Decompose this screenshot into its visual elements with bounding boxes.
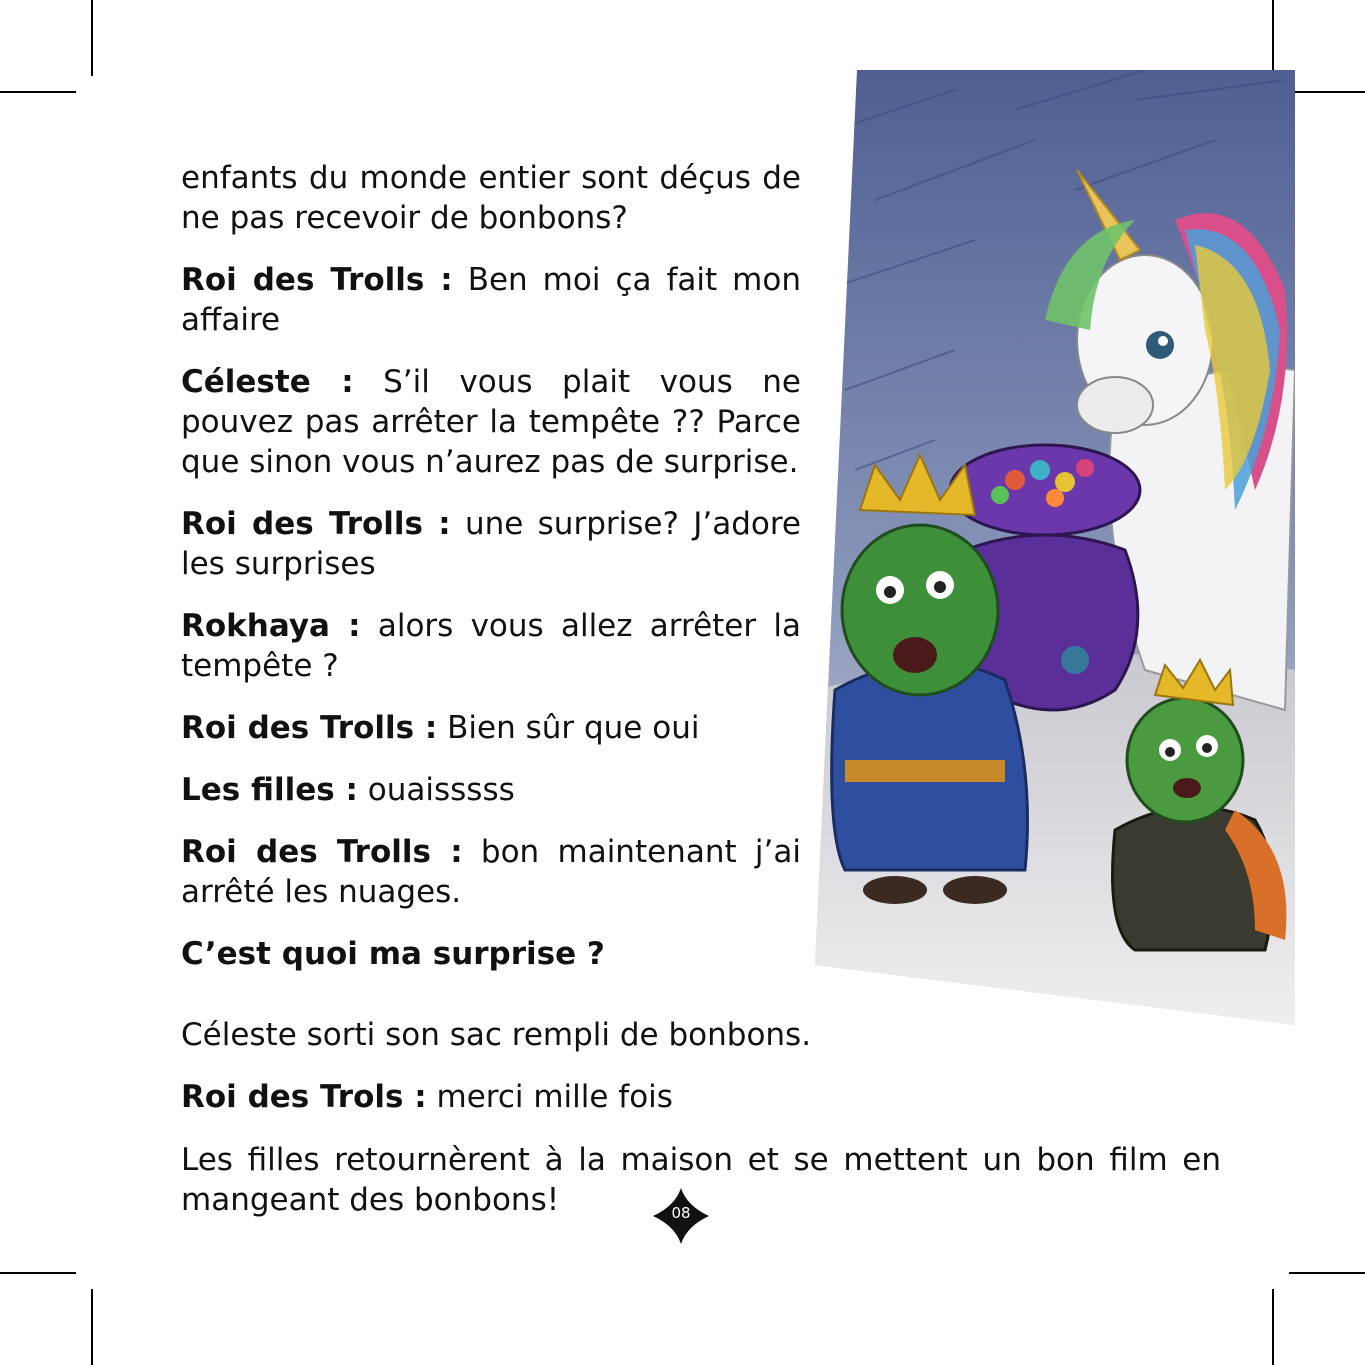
speaker-name: Roi des Trolls : <box>181 506 451 542</box>
crop-mark <box>0 91 76 93</box>
speaker-name: Les filles : <box>181 772 358 808</box>
narration-line: Céleste sorti son sac rempli de bonbons. <box>181 1017 812 1053</box>
surprise-question: C’est quoi ma surprise ? <box>181 936 605 972</box>
dialogue-text: une surprise? J’adore les surprises <box>181 506 801 582</box>
dialogue-text: Bien sûr que oui <box>437 710 700 746</box>
crop-mark <box>0 1272 76 1274</box>
page-number: 08 <box>671 1204 691 1222</box>
dialogue-line <box>181 362 801 482</box>
dialogue-text: merci mille fois <box>426 1079 673 1115</box>
intro-paragraph: enfants du monde entier sont déçus de ne pas recevoir de bonbons? <box>181 160 801 236</box>
ending-paragraph: Les filles retournèrent à la maison et se mettent un bon film en mangeant des bonbons! <box>181 1142 1221 1218</box>
speaker-name: Roi des Trolls : <box>181 710 438 746</box>
dialogue-text: Ben moi ça fait mon affaire <box>181 262 801 338</box>
crop-mark <box>1289 1272 1365 1274</box>
crop-mark <box>91 0 93 76</box>
dialogue-line <box>181 708 801 748</box>
dialogue-line <box>181 770 801 810</box>
dialogue-line <box>181 504 801 584</box>
crop-mark <box>1272 1289 1274 1365</box>
dialogue-text: S’il vous plait vous ne pouvez pas arrêter la tempête ?? Parce que sinon vous n’aurez pas de surprise. <box>181 364 801 480</box>
illustration <box>815 70 1295 1025</box>
dialogue-line <box>181 832 801 912</box>
speaker-name: Roi des Trolls : <box>181 834 463 870</box>
dialogue-text: ouaisssss <box>357 772 515 808</box>
dialogue-text: alors vous allez arrêter la tempête ? <box>181 608 801 684</box>
speaker-name: Roi des Trolls : <box>181 262 453 298</box>
crop-mark <box>1272 0 1274 76</box>
speaker-name: Rokhaya : <box>181 608 361 644</box>
speaker-name: Roi des Trols : <box>181 1079 427 1115</box>
dialogue-text: bon maintenant j’ai arrêté les nuages. <box>181 834 802 910</box>
speaker-name: Céleste : <box>181 364 354 400</box>
crop-mark <box>91 1289 93 1365</box>
dialogue-line <box>181 1077 1221 1117</box>
dialogue-line <box>181 260 801 340</box>
crop-mark <box>1289 91 1365 93</box>
page-number-badge <box>651 1186 711 1246</box>
story-text <box>181 158 801 974</box>
dialogue-line <box>181 606 801 686</box>
